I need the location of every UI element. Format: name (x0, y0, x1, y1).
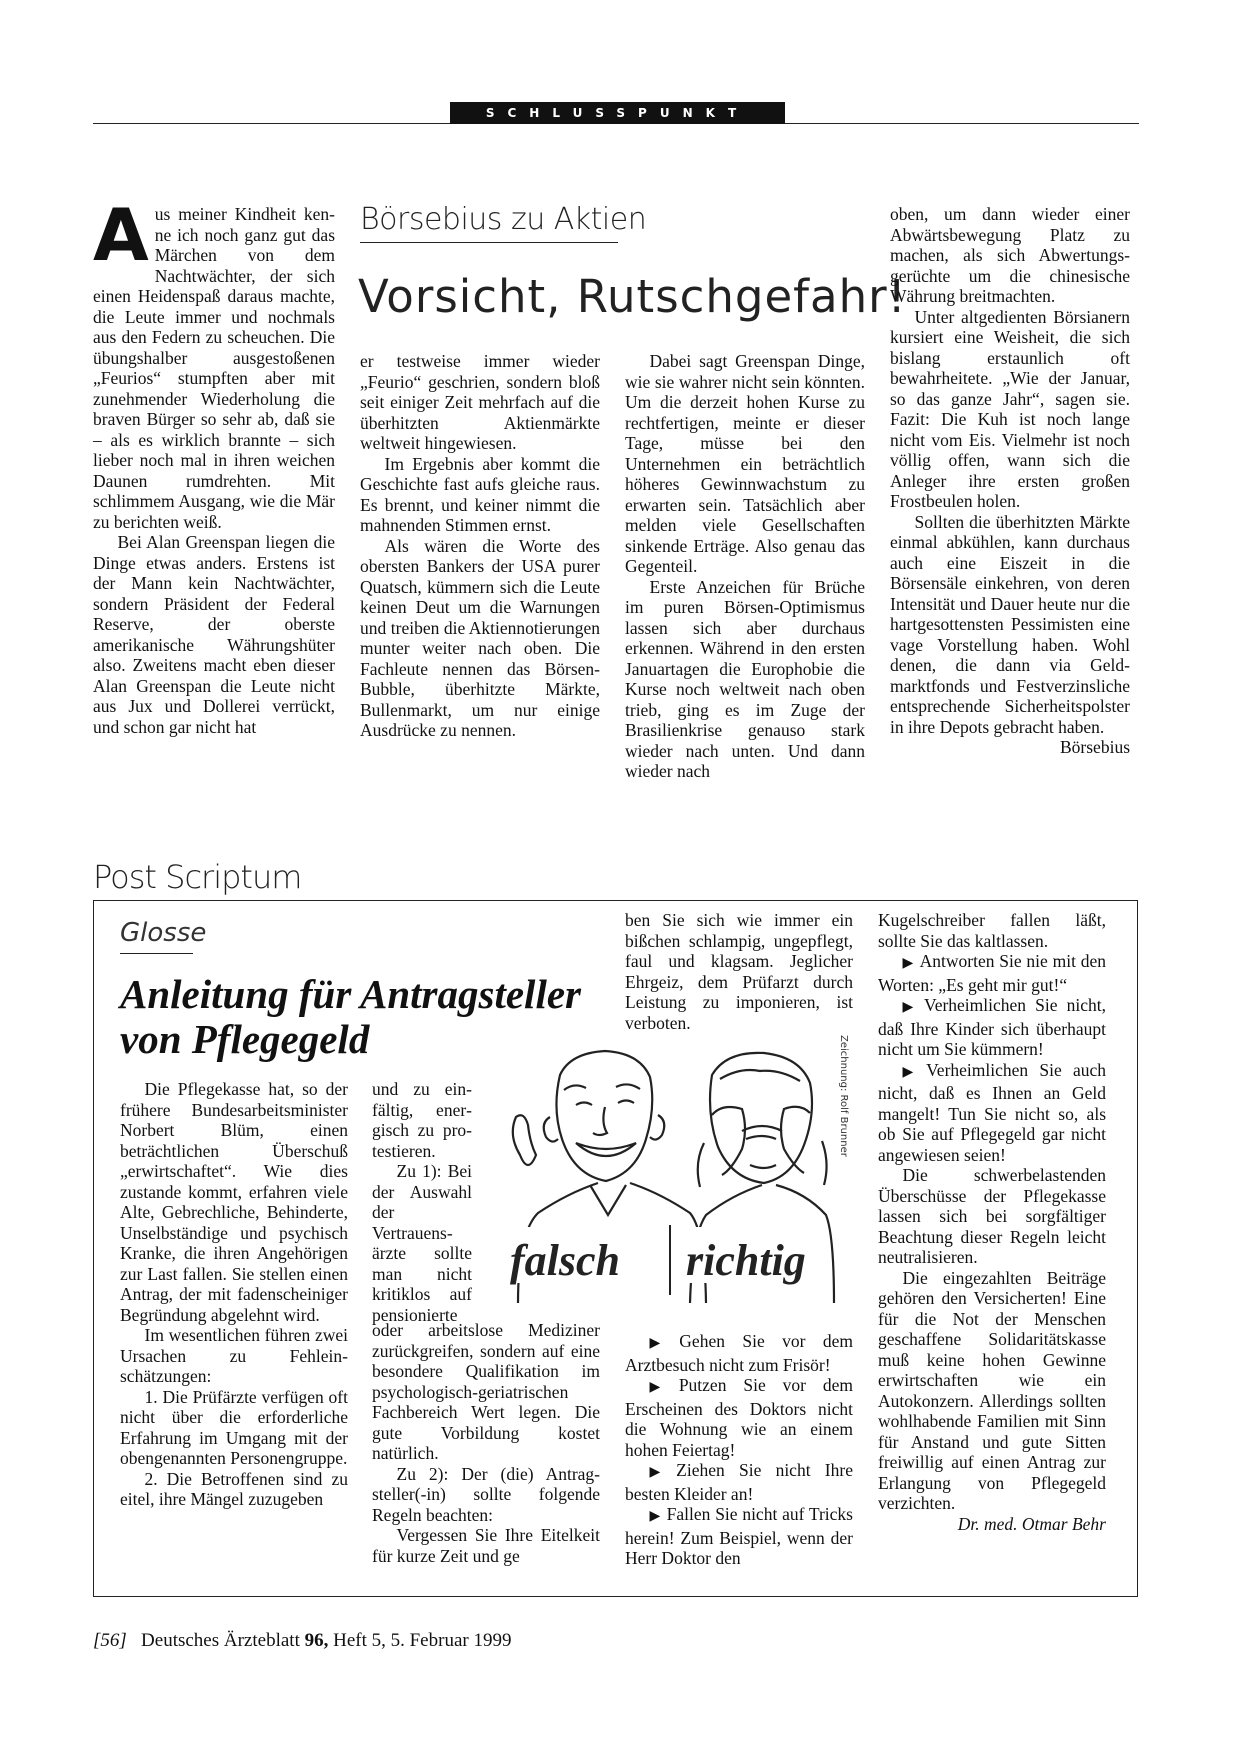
ps-col3-bullet-4: ▶ Fallen Sie nicht auf Tricks herein! Zum Beispiel, wenn der Herr Doktor den (625, 1504, 853, 1569)
postscriptum-headline-line-1: Anleitung für Antragsteller (120, 971, 581, 1017)
section-label: SCHLUSSPUNKT (450, 102, 785, 124)
article-kicker: Börsebius zu Aktien (360, 202, 647, 237)
ps-column-2-narrow (372, 1079, 472, 1325)
ps-col2-narrow-para-1: und zu einfältig, energisch zu protestieren. (372, 1079, 472, 1161)
ps-col4-para-2 (878, 1267, 1106, 1534)
ps-column-3-top (625, 910, 853, 1033)
ps-col2-wide-para-1: oder arbeitslose Mediziner zurückgreifen, sondern auf eine besondere Qualifikation im psychologisch-geriatrischen Fachbereich Wert legen. Die gute Vorbildung kostet natürlich. (372, 1320, 600, 1463)
article-col2-para-1: er testweise immer wieder „Feurio“ geschrien, sondern bloß seit einiger Zeit mehrfach auf die überhitzten Aktienmärkte weltweit hingewiesen. (360, 351, 600, 453)
ps-col3-bullet-1: ▶ Gehen Sie vor dem Arztbesuch nicht zum Frisör! (625, 1331, 853, 1375)
ps-column-2-wide (372, 1320, 600, 1566)
article-col2-para-2: Im Ergebnis aber kommt die Geschichte fast aufs gleiche raus. Es brennt, und keiner nimmt die mahnenden Stimmen ernst. (360, 453, 600, 535)
cartoon-label-right: richtig (686, 1236, 806, 1285)
article-column-4 (890, 204, 1130, 758)
article-col3-para-2: Erste Anzeichen für Brüche im puren Börsen-Optimismus lassen sich aber durchaus erkennen. Während in den ersten Januartagen die Europhobie die Kurse noch weltweit nach oben trieb, ging es im Zuge der Brasilienkrise genauso stark wieder nach unten. Und dann wieder nach (625, 576, 865, 781)
ps-col1-para-1: Die Pflegekasse hat, so der frühere Bundesarbeitsminister Norbert Blüm, einen beträchtlichen Überschuß „erwirtschaftet“. Wie dies zustande kommt, erfahren viele Alte, Gebrechliche, Behinderte, Unselbständige und psychisch Kranke, die ihren Angehörigen zur Last fallen. Sie stellen einen Antrag, der mit fadenscheiniger Begründung abgelehnt wird. (120, 1079, 348, 1325)
ps-col4-bullet-2: ▶ Verheimlichen Sie nicht, daß Ihre Kinder sich überhaupt nicht um Sie kümmern! (878, 995, 1106, 1060)
ps-col4-bullet-1: ▶ Antworten Sie nie mit den Worten: „Es geht mir gut!“ (878, 951, 1106, 995)
ps-col3-bullet-3: ▶ Ziehen Sie nicht Ihre besten Kleider an! (625, 1460, 853, 1504)
ps-col4-para-2-text: Die eingezahlten Beiträge gehören den Versicherten! Eine für die Not der Menschen geschaffene Solidaritätskasse muß keine hohen Gewinne erwirtschaften wie ein Autokonzern. Allerdings sollten wohlhabende Familien mit Sinn für Anstand und gute Sitten freiwillig auf einen Antrag zur Erlangung von Pflegegeld verzichten. (878, 1267, 1106, 1513)
ps-signature: Dr. med. Otmar Behr (957, 1513, 1106, 1534)
article-col1-para-1: us meiner Kindheit kenne ich noch ganz gut das Märchen von dem Nachtwächter, der sich einen Heidenspaß daraus machte, die Leute immer und nochmals aus den Federn zu scheuchen. Die übungshalber ausgestoßenen „Feurios“ stumpften aber mit zunehmender Wiederholung die braven Bürger so sehr ab, daß sie – als es wirklich brannte – sich lieber noch mal in ihren weichen Daunen rumdrehten. Mit schlimmem Ausgang, wie die Mär zu berichten weiß. (93, 204, 335, 532)
article-column-3 (625, 351, 865, 782)
ps-col4-para-0: Kugelschreiber fallen läßt, sollte Sie das kaltlassen. (878, 910, 1106, 951)
article-col3-para-1: Dabei sagt Greenspan Dinge, wie sie wahrer nicht sein könnten. Um die derzeit hohen Kurse zu rechtfertigen, meinte er dieser Tage, müsse bei den Unternehmen ein beträchtlich höheres Gewinnwachstum zu erwarten sein. Tatsächlich aber melden viele Gesellschaften sinkende Erträge. Also genau das Gegenteil. (625, 351, 865, 576)
postscriptum-title: Post Scriptum (93, 858, 302, 896)
article-col1-para-2: Bei Alan Greenspan liegen die Dinge etwas anders. Erstens ist der Mann kein Nachtwächter, sondern Präsident der Federal Reserve, der oberste amerikanische Währungshüter also. Zweitens macht eben dieser Alan Greenspan die Leute nicht aus Jux und Dollerei verrückt, und schon gar nicht hat (93, 532, 335, 737)
dropcap: A (93, 193, 149, 277)
ps-col2-wide-para-3: Vergessen Sie Ihre Eitelkeit für kurze Zeit und ge (372, 1525, 600, 1566)
article-col4-para-3 (890, 511, 1130, 757)
footer-journal: Deutsches Ärzteblatt (141, 1630, 300, 1651)
kicker-rule (360, 242, 618, 243)
article-headline: Vorsicht, Rutschgefahr! (358, 270, 907, 323)
glosse-rule (120, 953, 193, 954)
footer-volume: 96, (304, 1630, 329, 1651)
ps-col2-wide-para-2: Zu 2): Der (die) Antragsteller(-in) sollte folgende Regeln beachten: (372, 1463, 600, 1525)
ps-col1-para-2: Im wesentlichen führen zwei Ursachen zu Fehleinschätzungen: (120, 1325, 348, 1386)
article-col4-para-1: oben, um dann wieder einer Abwärtsbewegung Platz zu machen, als sich Abwertungsgerüchte um die chinesische Währung breitmachten. (890, 204, 1130, 306)
article-col4-para-3-text: Sollten die überhitzten Märkte einmal abkühlen, kann durchaus auch eine Eiszeit in die Börsensäle einkehren, von deren Intensität und Dauer heute nur die hartgesottensten Pessimisten eine vage Vorstellung haben. Wohl denen, die dann via Geldmarktfonds und Festverzinsliche entsprechende Sicherheitspolster in ihre Depots gebracht haben. (890, 511, 1130, 737)
article-col2-para-3: Als wären die Worte des obersten Bankers der USA purer Quatsch, kümmern sich die Leute keinen Deut um die Warnungen und treiben die Aktiennotierungen munter weiter nach oben. Die Fachleute nennen das Börsen-Bubble, überhitzte Märkte, Bullenmarkt, um nur einige Ausdrücke zu nennen. (360, 535, 600, 740)
ps-column-4 (878, 910, 1106, 1534)
ps-column-1 (120, 1079, 348, 1510)
ps-col3-para-top: ben Sie sich wie immer ein bißchen schlampig, ungepflegt, faul und klagsam. Jeglicher Ehrgeiz, dem Prüfarzt durch Leistung zu imponieren, ist verboten. (625, 910, 853, 1033)
ps-col1-para-4: 2. Die Betroffenen sind zu eitel, ihre Mängel zuzugeben (120, 1468, 348, 1509)
ps-col2-narrow-para-2: Zu 1): Bei der Auswahl der Vertrauensärzte sollte man nicht kritiklos auf pensionierte (372, 1161, 472, 1325)
cartoon-credit: Zeichnung: Rolf Brunner (838, 1035, 849, 1157)
article-signature: Börsebius (1060, 737, 1130, 757)
footer (93, 1630, 511, 1652)
ps-column-3-bottom (625, 1331, 853, 1569)
footer-issue: Heft 5, 5. Februar 1999 (333, 1630, 512, 1651)
article-column-1 (93, 193, 335, 737)
article-column-2 (360, 351, 600, 741)
glosse-kicker: Glosse (120, 918, 207, 948)
cartoon-drawing (480, 1035, 852, 1313)
cartoon-label-left: falsch (510, 1236, 620, 1285)
cartoon (480, 1035, 852, 1313)
ps-col4-bullet-3: ▶ Verheimlichen Sie auch nicht, daß es Ihnen an Geld mangelt! Tun Sie nicht so, als ob Sie auf Pflegegeld gar nicht angewiesen seien! (878, 1060, 1106, 1166)
footer-page-number: [56] (93, 1630, 127, 1651)
postscriptum-headline-line-2: von Pflegegeld (120, 1016, 370, 1062)
article-col4-para-2: Unter altgedienten Börsianern kursiert eine Weisheit, die sich bislang erstaunlich oft bewahrheitete. „Wie der Januar, so das ganze Jahr“, sagen sie. Fazit: Die Kuh ist noch lange nicht vom Eis. Vielmehr ist noch völlig offen, wann sich die Anleger ihre ersten großen Frostbeulen holen. (890, 306, 1130, 511)
ps-col1-para-3: 1. Die Prüfärzte verfügen oft nicht über die erforderliche Erfahrung im Umgang mit der obengenannten Personengruppe. (120, 1386, 348, 1468)
ps-col3-bullet-2: ▶ Putzen Sie vor dem Erscheinen des Doktors nicht die Wohnung wie an einem hohen Feiertag! (625, 1375, 853, 1460)
ps-col4-para-1: Die schwerbelastenden Überschüsse der Pflegekasse lassen sich bei sorgfältiger Beachtung dieser Regeln leicht neutralisieren. (878, 1165, 1106, 1267)
